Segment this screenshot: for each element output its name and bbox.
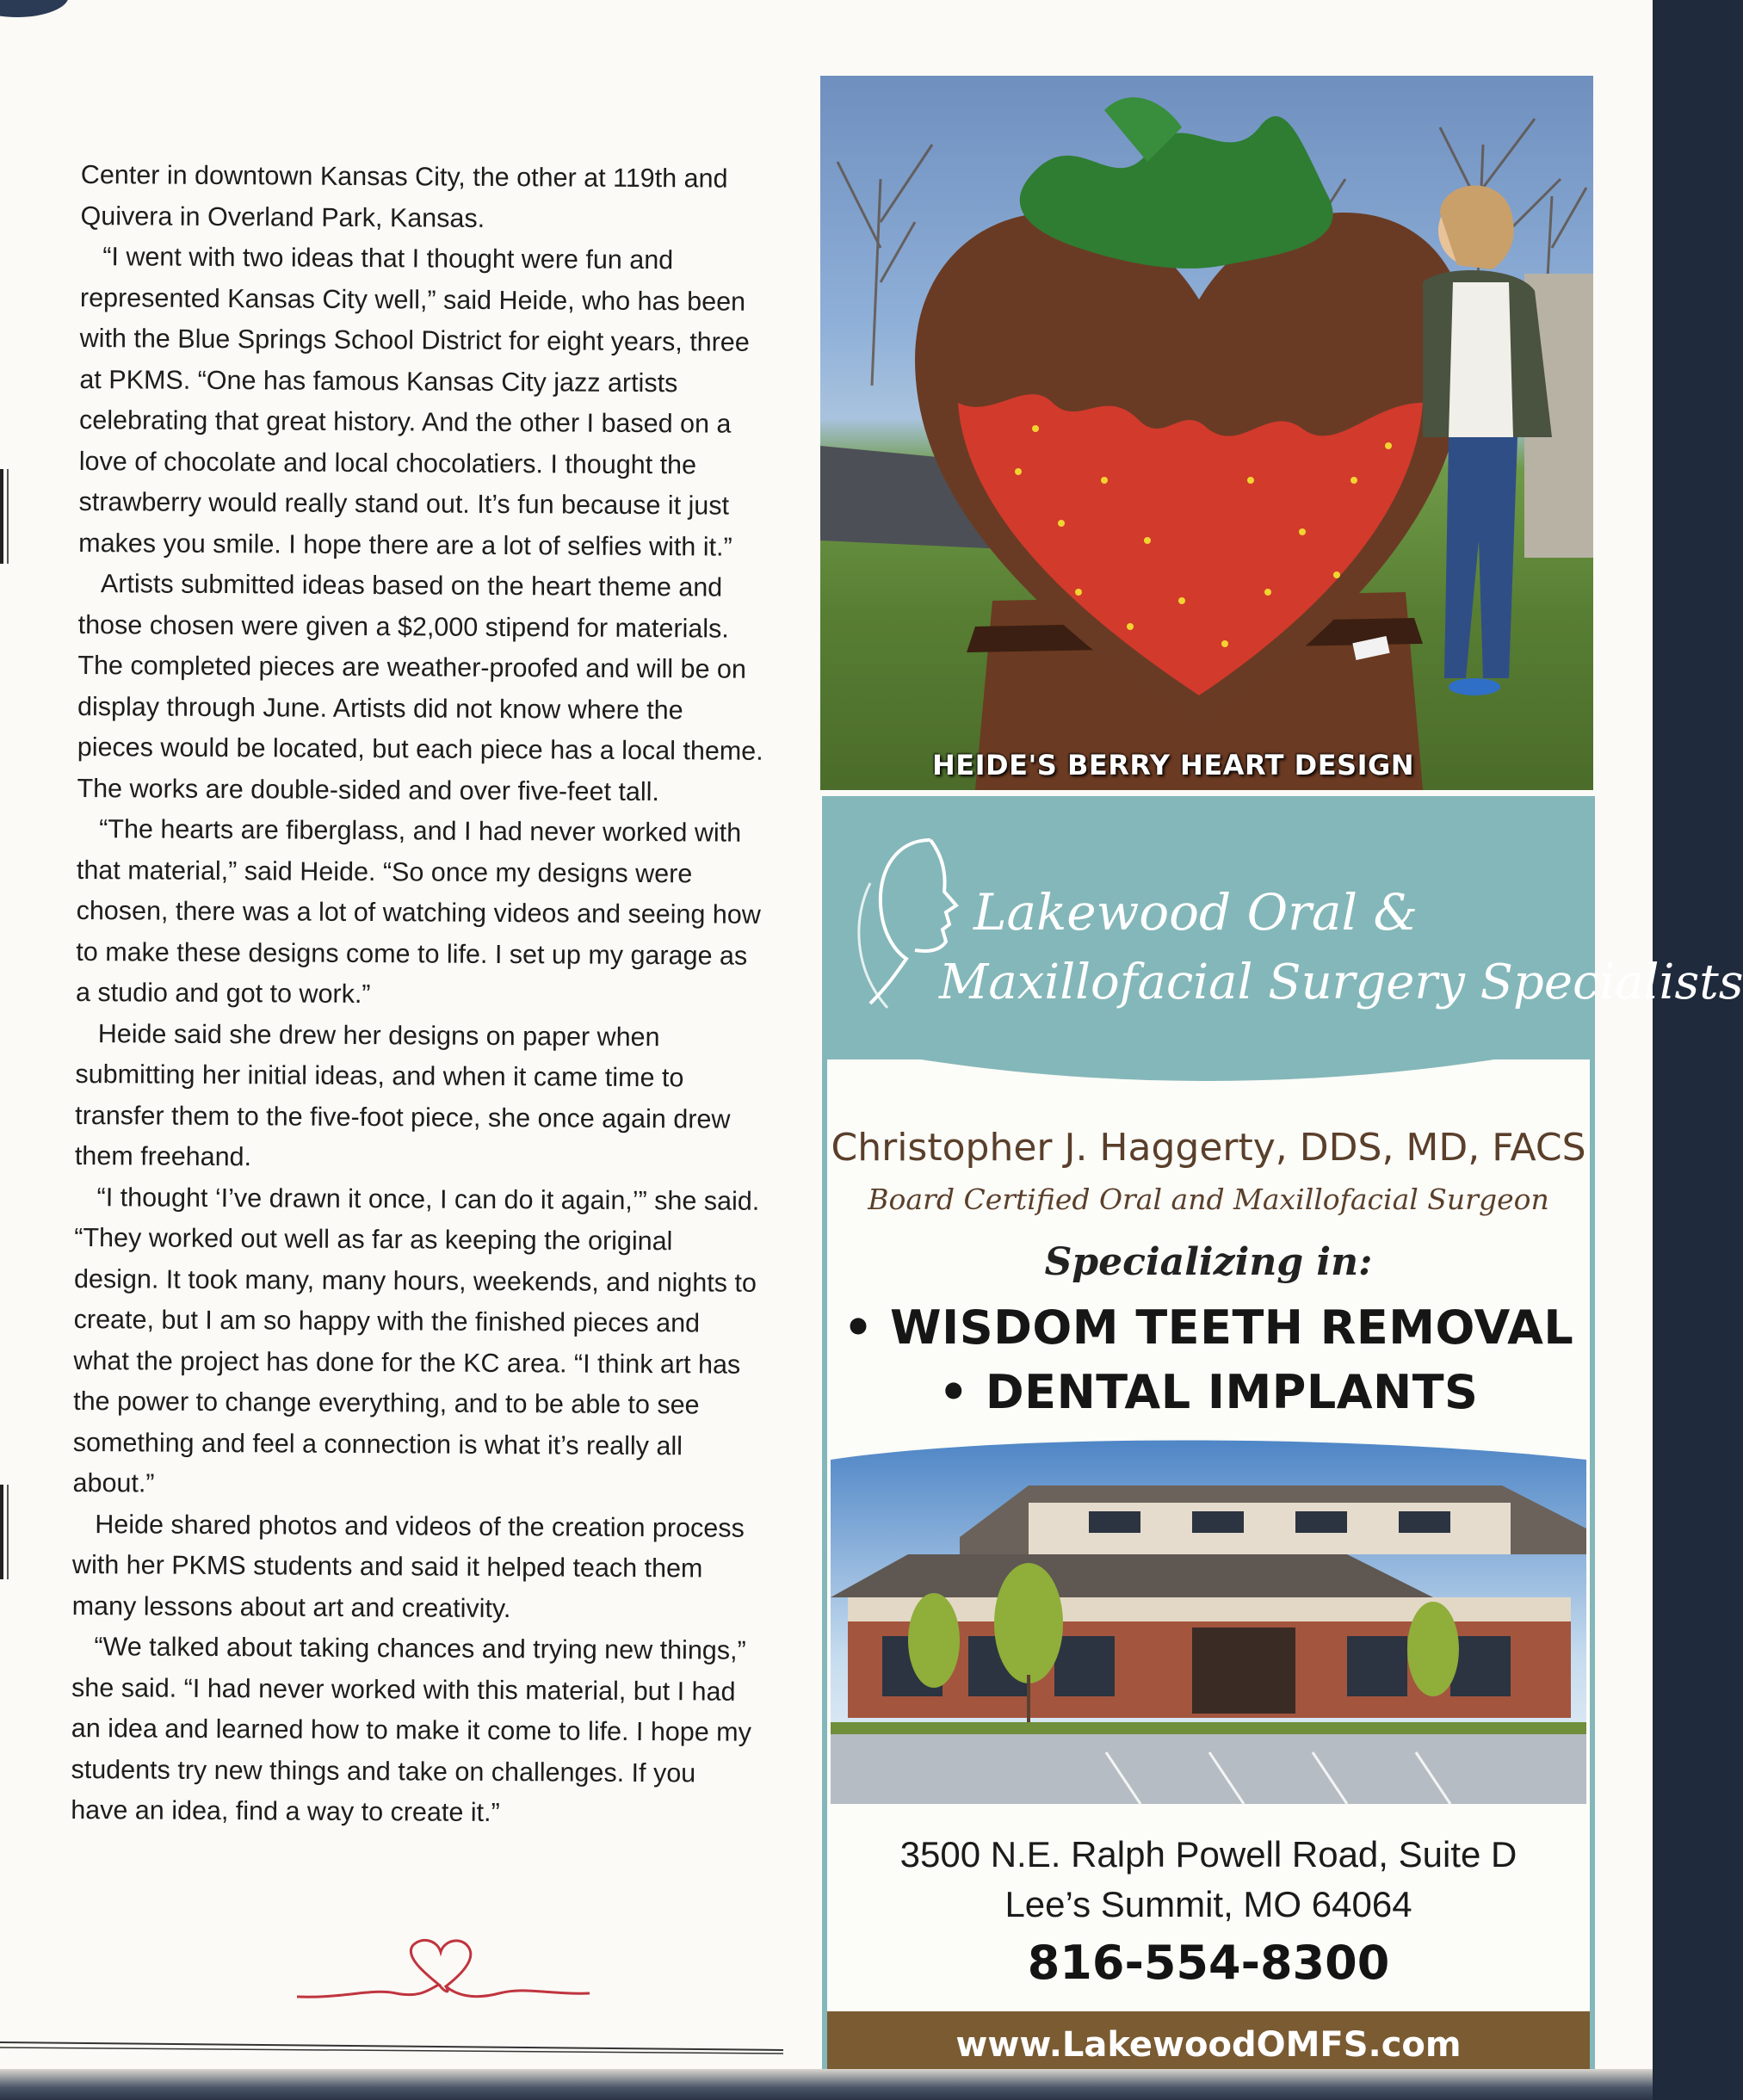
binding-mark: [0, 1485, 9, 1579]
page-bottom-edge: [0, 2069, 1653, 2100]
article-paragraph: Heide shared photos and videos of the creation process with her PKMS students and said it helped teach them many lessons about art and creativity.: [71, 1509, 745, 1623]
doctor-name: Christopher J. Haggerty, DDS, MD, FACS: [831, 1126, 1586, 1170]
heart-ornament-icon: [293, 1936, 594, 2014]
berry-heart-photo: [820, 76, 1593, 790]
article-paragraph: “The hearts are fiberglass, and I had never worked with that material,” said Heide. “So once my designs were chosen, there was a lot of watching videos and seeing how to make these designs come to life. I set up my garage as a studio and got to work.”: [75, 814, 761, 1010]
ad-header-curve: [827, 1034, 1590, 1085]
specializing-heading: Specializing in:: [1044, 1240, 1373, 1284]
address-line2: Lee’s Summit, MO 64064: [1004, 1884, 1412, 1924]
website-url: www.LakewoodOMFS.com: [955, 2025, 1462, 2065]
phone-number: 816-554-8300: [1027, 1936, 1390, 1990]
photo-caption: HEIDE'S BERRY HEART DESIGN: [932, 749, 1415, 781]
building-scene: [831, 1425, 1586, 1804]
specialty-item: • DENTAL IMPLANTS: [938, 1365, 1479, 1419]
ad-title-line2: Maxillofacial Surgery Specialists: [939, 954, 1743, 1010]
article-paragraph: Heide said she drew her designs on paper when submitting her initial ideas, and when it came time to transfer them to the five-foot piece, she once again drew them freehand.: [74, 1018, 731, 1172]
page-corner-shadow: [0, 0, 69, 17]
doctor-credential: Board Certified Oral and Maxillofacial Surgeon: [868, 1183, 1549, 1216]
photo-scene: [820, 76, 1593, 790]
office-building-photo: [831, 1425, 1586, 1804]
article-paragraph: “I thought ‘I’ve drawn it once, I can do it again,’” she said. “They worked out well as far as keeping the original design. It took many, many hours, weekends, and nights to create, but I am so happy with the finished pieces and what the project has done for the KC area. “I think art has the power to change everything, and to be able to see something and feel a connection is what it’s really all about.”: [72, 1182, 760, 1498]
article-paragraph: “I went with two ideas that I thought were fun and represented Kansas City well,” said Heide, who has been with the Blue Springs School District for eight years, three at PKMS. “One has famous Kansas City jazz artists celebrating that great history. And the other I based on a love of chocolate and local chocolatiers. I thought the strawberry would really stand out. It’s fun because it just makes you smile. I hope there are a lot of selfies with it.”: [78, 242, 750, 562]
specialty-item: • WISDOM TEETH REMOVAL: [843, 1300, 1574, 1355]
article-column: [71, 155, 770, 1835]
dental-surgery-ad: [822, 796, 1743, 2085]
ad-title-line1: Lakewood Oral &: [973, 883, 1419, 942]
divider-rule: [0, 2040, 792, 2054]
binding-mark: [0, 469, 9, 564]
address-line1: 3500 N.E. Ralph Powell Road, Suite D: [899, 1834, 1517, 1875]
article-paragraph: Artists submitted ideas based on the heart theme and those chosen were given a $2,000 stipend for materials. The completed pieces are weather-proofed and will be on display through June. Artists did not know where the pieces would be located, but each piece has a local theme. The works are double-sided and over five-feet tall.: [77, 569, 763, 806]
article-paragraph: “We talked about taking chances and trying new things,” she said. “I had never worked with this material, but I had an idea and learned how to make it come to life. I hope my students try new things and take on challenges. If you have an idea, find a way to create it.”: [71, 1632, 752, 1828]
article-paragraph: Center in downtown Kansas City, the other at 119th and Quivera in Overland Park, Kansas.: [80, 159, 728, 233]
